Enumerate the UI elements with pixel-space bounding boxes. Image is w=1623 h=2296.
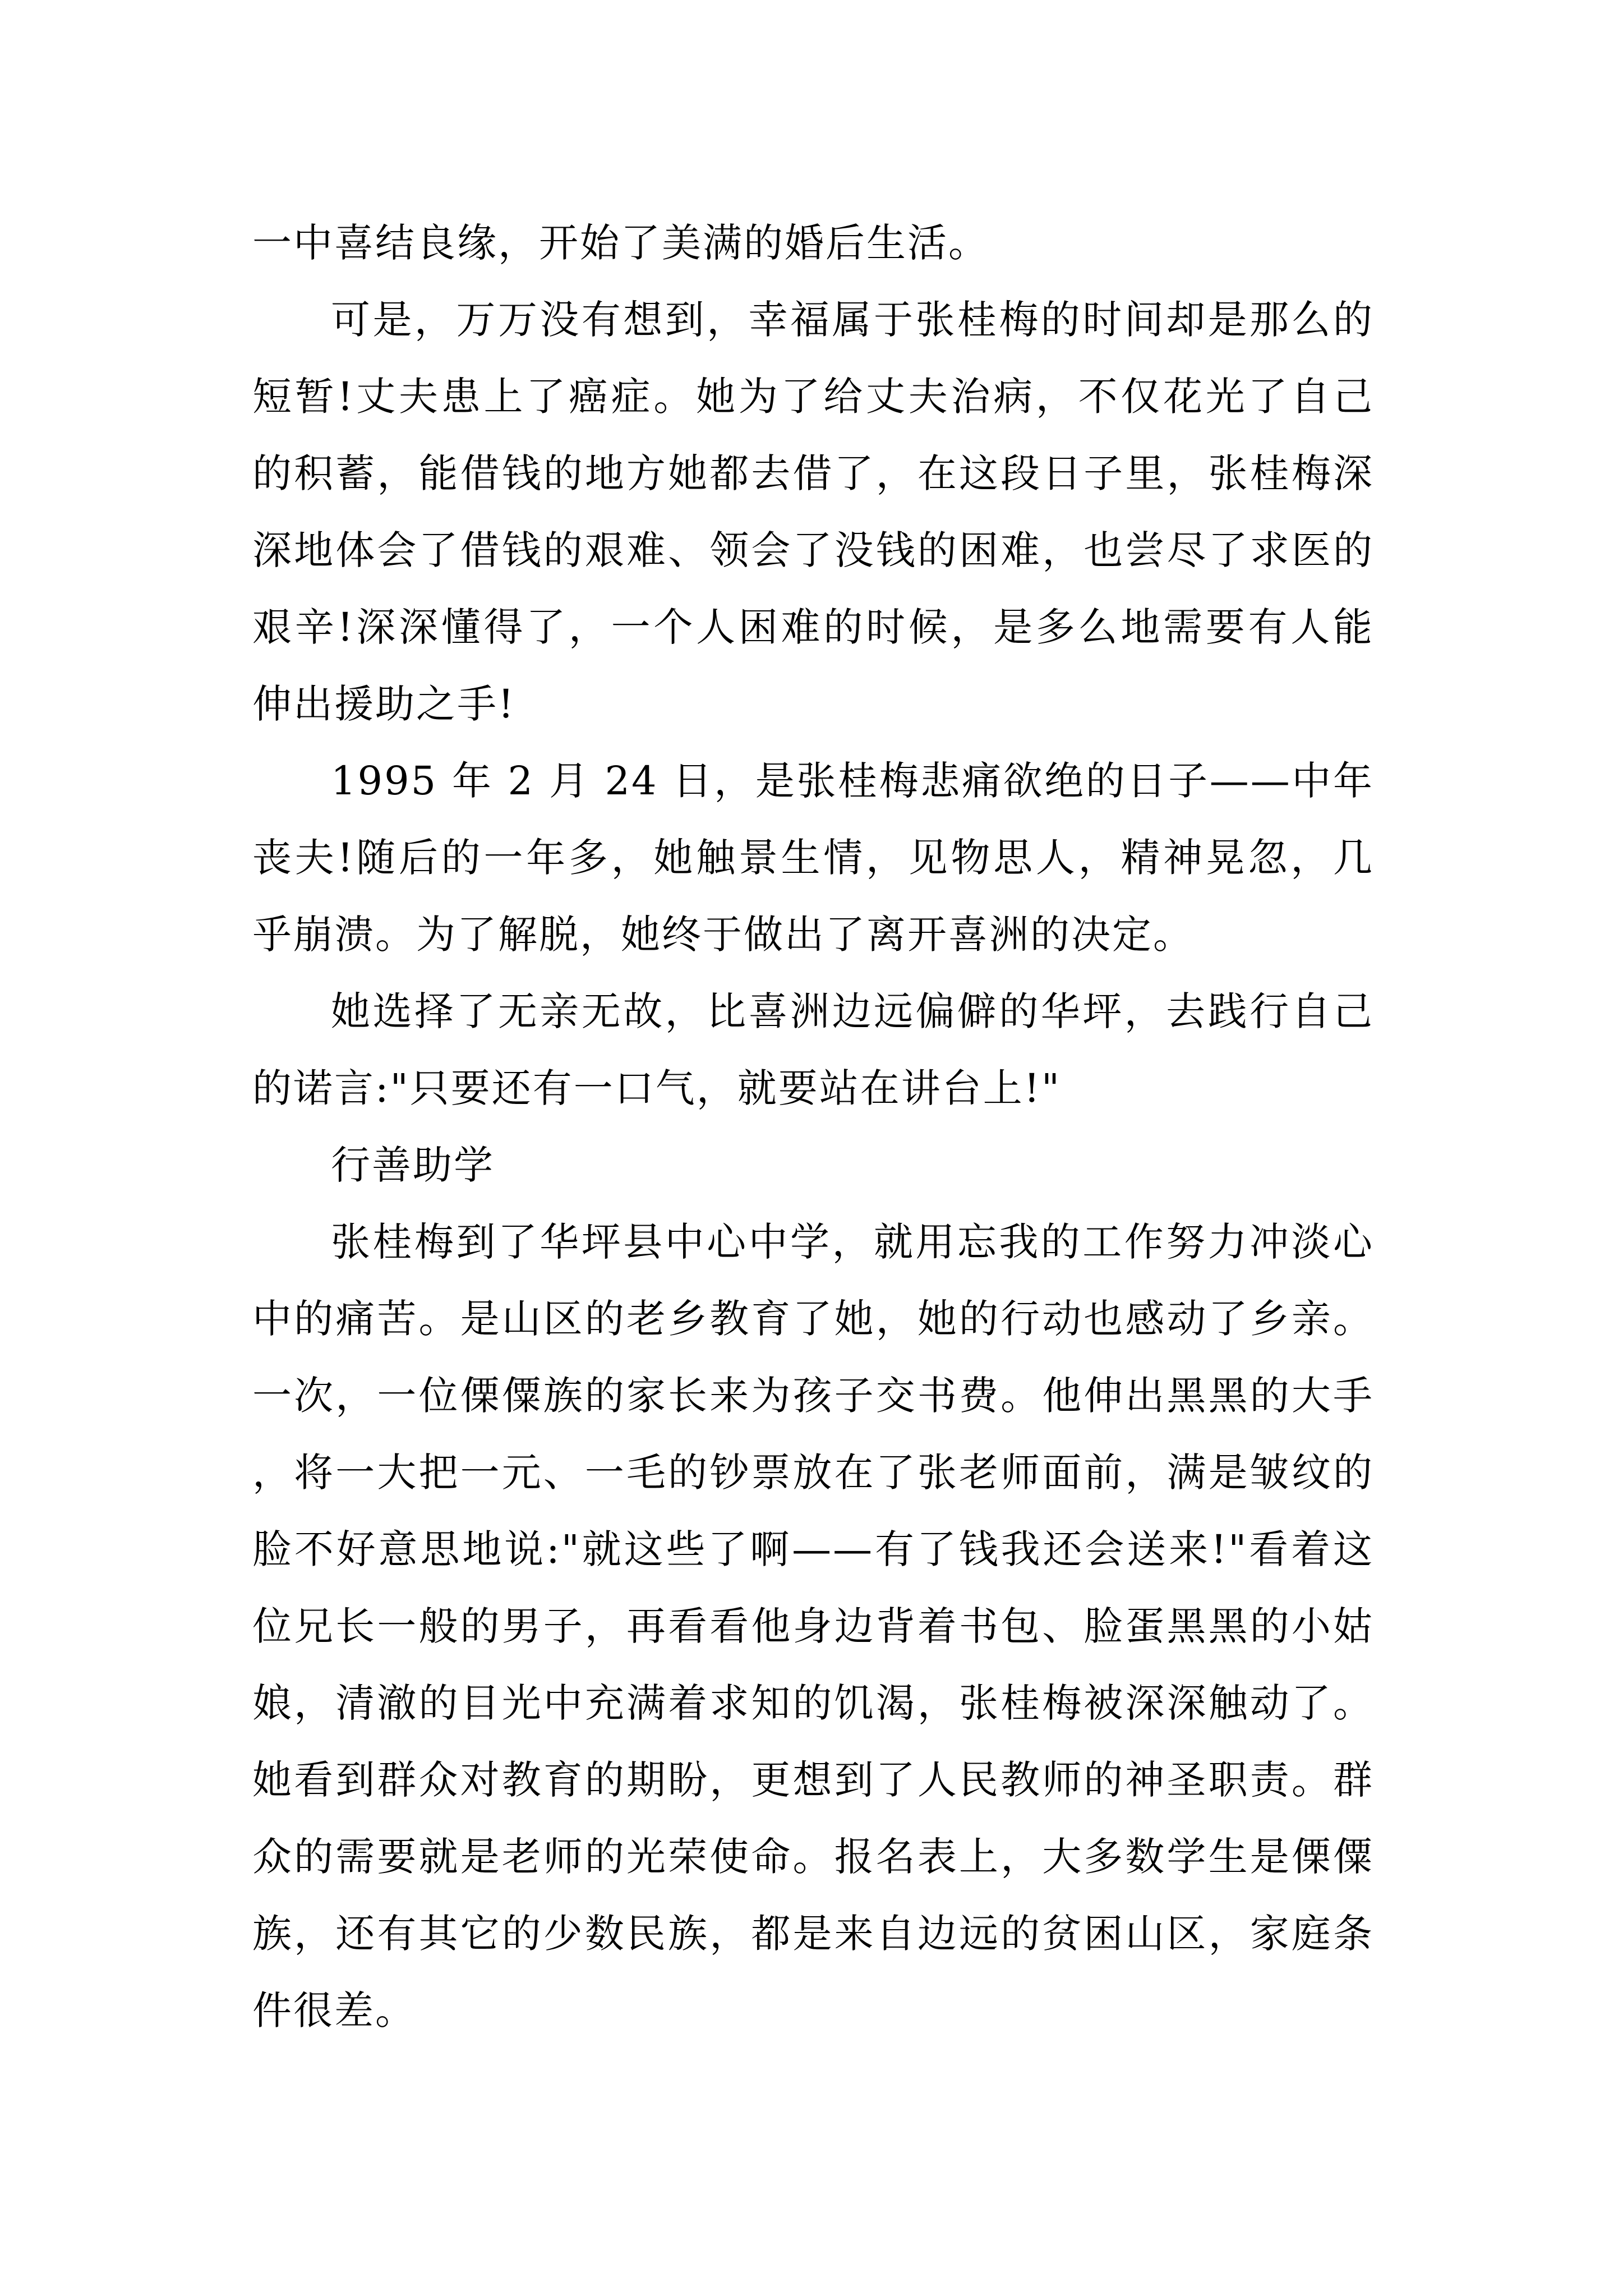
paragraph-continuation: 一中喜结良缘，开始了美满的婚后生活。 bbox=[252, 220, 989, 266]
paragraph-helping-students: 张桂梅到了华坪县中心中学，就用忘我的工作努力冲淡心中的痛苦。是山区的老乡教育了她，她的行动也感动了乡亲。一次，一位傈僳族的家长来为孩子交书费。他伸出黑黑的大手，将一大把一元、一毛的钞票放在了张老师面前，满是皱纹的脸不好意思地说:"就这些了啊——有了钱我还会送来!"看着这位兄长一般的男子，再看看他身边背着书包、脸蛋黑黑的小姑娘，清澈的目光中充满着求知的饥渴，张桂梅被深深触动了。她看到群众对教育的期盼，更想到了人民教师的神圣职责。群众的需要就是老师的光荣使命。报名表上，大多数学生是傈僳族，还有其它的少数民族，都是来自边远的贫困山区，家庭条件很差。 bbox=[252, 1219, 1374, 2033]
paragraph-widowed: 1995 年 2 月 24 日，是张桂梅悲痛欲绝的日子——中年丧夫!随后的一年多，她触景生情，见物思人，精神晃忽，几乎崩溃。为了解脱，她终于做出了离开喜洲的决定。 bbox=[252, 758, 1374, 958]
paragraph-move-to-huaping: 她选择了无亲无故，比喜洲边远偏僻的华坪，去践行自己的诺言:"只要还有一口气，就要站在讲台上!" bbox=[252, 988, 1374, 1111]
document-page bbox=[252, 205, 1374, 2049]
paragraph-husband-illness: 可是，万万没有想到，幸福属于张桂梅的时间却是那么的短暂!丈夫患上了癌症。她为了给丈夫治病，不仅花光了自己的积蓄，能借钱的地方她都去借了，在这段日子里，张桂梅深深地体会了借钱的艰难、领会了没钱的困难，也尝尽了求医的艰辛!深深懂得了，一个人困难的时候，是多么地需要有人能伸出援助之手! bbox=[252, 297, 1374, 727]
section-heading: 行善助学 bbox=[331, 1142, 495, 1188]
